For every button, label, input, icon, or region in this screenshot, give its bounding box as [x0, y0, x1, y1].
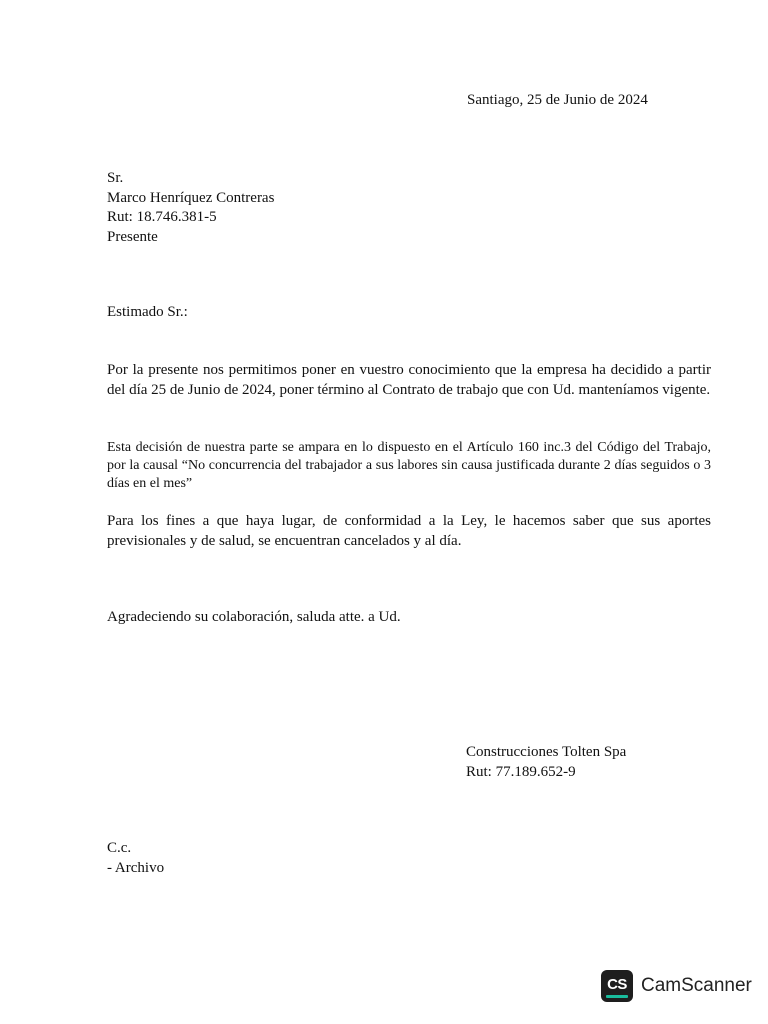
camscanner-brand: CamScanner	[641, 975, 752, 996]
recipient-salutation: Sr.	[107, 170, 124, 186]
camscanner-watermark	[601, 970, 752, 1002]
recipient-name: Marco Henríquez Contreras	[107, 189, 275, 206]
signature-rut: Rut: 77.189.652-9	[466, 763, 576, 780]
cc-item: - Archivo	[107, 859, 165, 876]
letter-date: Santiago, 25 de Junio de 2024	[467, 92, 648, 108]
cc-label: C.c.	[107, 840, 132, 856]
paragraph-legal-basis: Esta decisión de nuestra parte se ampara en lo dispuesto en el Artículo 160 inc.3 del Código del Trabajo, por la causal “No concurrencia del trabajador a sus labores sin causa justificada durante 2 días seguidos o 3 días en el mes”	[107, 440, 711, 491]
recipient-rut: Rut: 18.746.381-5	[107, 209, 217, 225]
camscanner-logo-icon: CS	[601, 970, 633, 1002]
paragraph-contributions: Para los fines a que haya lugar, de conformidad a la Ley, le hacemos saber que sus aportes previsionales y de salud, se encuentran cancelados y al día.	[107, 513, 711, 549]
letter-closing: Agradeciendo su colaboración, saluda atte. a Ud.	[107, 609, 401, 625]
letter-greeting: Estimado Sr.:	[107, 304, 188, 320]
signature-company: Construcciones Tolten Spa	[466, 744, 627, 760]
recipient-presente: Presente	[107, 228, 158, 245]
signature-block	[466, 743, 626, 782]
recipient-block	[107, 169, 274, 247]
paragraph-termination: Por la presente nos permitimos poner en vuestro conocimiento que la empresa ha decidido a partir del día 25 de Junio de 2024, poner término al Contrato de trabajo que con Ud. manteníamos vigente.	[107, 362, 711, 398]
cc-block	[107, 839, 164, 878]
